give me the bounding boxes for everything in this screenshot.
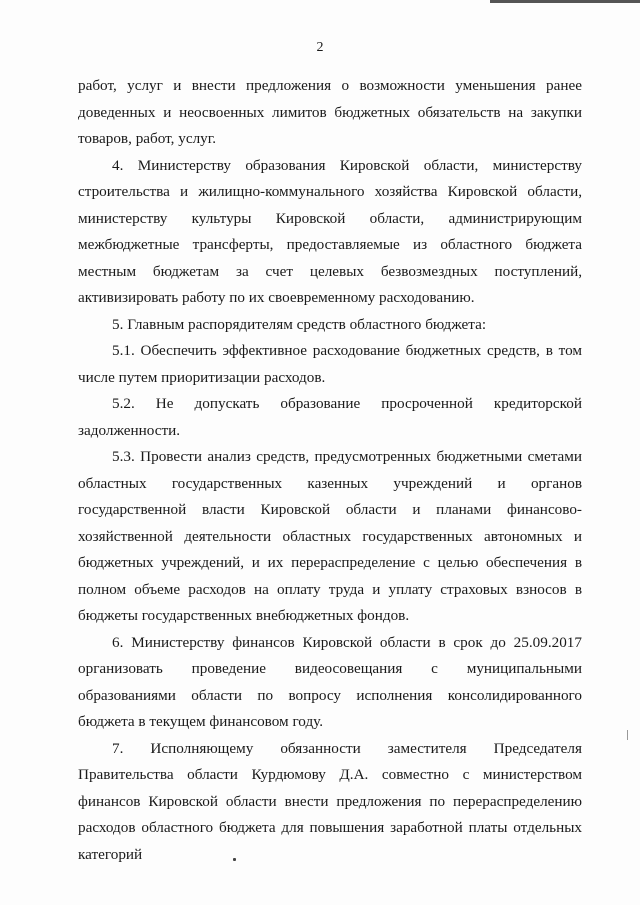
paragraph-7-word: обязанности [280, 739, 361, 757]
paragraph-5-2-word: Не [155, 395, 174, 412]
paragraph-5-2-word: образование [280, 395, 361, 412]
scan-edge-mark [490, 0, 640, 3]
paragraph-7-word: Председателя [493, 739, 582, 757]
scan-margin-tick [627, 730, 628, 740]
scan-dot-mark [233, 858, 236, 861]
paragraph-5: 5. Главным распорядителям средств областного бюджета: [112, 315, 487, 333]
paragraph-4: 4. Министерству образования Кировской области, министерству строительства и жилищно-коммунального хозяйства Кировской области, министерству культуры Кировской области, администрирующим межбюджетные трансферты, предоставляемые из областного бюджета местным бюджетам за счет целевых безвозмездных поступлений, активизировать работу по их своевременному расходованию. [78, 156, 582, 306]
paragraph-7-first-line [78, 736, 582, 763]
paragraph-5-1: 5.1. Обеспечить эффективное расходование бюджетных средств, в том числе путем приоритизации расходов. [78, 342, 582, 386]
paragraph-7-word: 7. [112, 739, 124, 757]
paragraph-5-2-word: 5.2. [112, 395, 135, 412]
paragraph-7-word: Исполняющему [150, 739, 254, 757]
page-number: 2 [316, 40, 324, 55]
paragraph-5-2-first-line [78, 391, 582, 418]
paragraph-continuation: работ, услуг и внести предложения о возможности уменьшения ранее доведенных и неосвоенных лимитов бюджетных обязательств на закупки товаров, работ, услуг. [78, 77, 582, 147]
paragraph-5-2-word: кредиторской [493, 395, 582, 412]
paragraph-7-word: заместителя [387, 739, 467, 757]
paragraph-5-3: 5.3. Провести анализ средств, предусмотренных бюджетными сметами областных государственных казенных учреждений и органов государственной власти Кировской области и планами финансово-хозяйственной деятельности областных государственных автономных и бюджетных учреждений, и их перераспределение с целью обеспечения в полном объеме расходов на оплату труда и уплату страховых взносов в бюджеты государственных внебюджетных фондов. [78, 448, 582, 624]
paragraph-6: 6. Министерству финансов Кировской области в срок до 25.09.2017 организовать проведение видеосовещания с муниципальными образованиями области по вопросу исполнения консолидированного бюджета в текущем финансовом году. [78, 633, 582, 730]
paragraph-5-2-word: просроченной [381, 395, 473, 412]
paragraph-7-rest: Правительства области Курдюмову Д.А. совместно с министерством финансов Кировской области внести предложения по перераспределению расходов областного бюджета для повышения заработной платы отдельных категорий [78, 766, 582, 863]
paragraph-5-2-rest: задолженности. [78, 421, 181, 439]
document-body [78, 73, 582, 868]
paragraph-5-2-word: допускать [194, 395, 260, 412]
